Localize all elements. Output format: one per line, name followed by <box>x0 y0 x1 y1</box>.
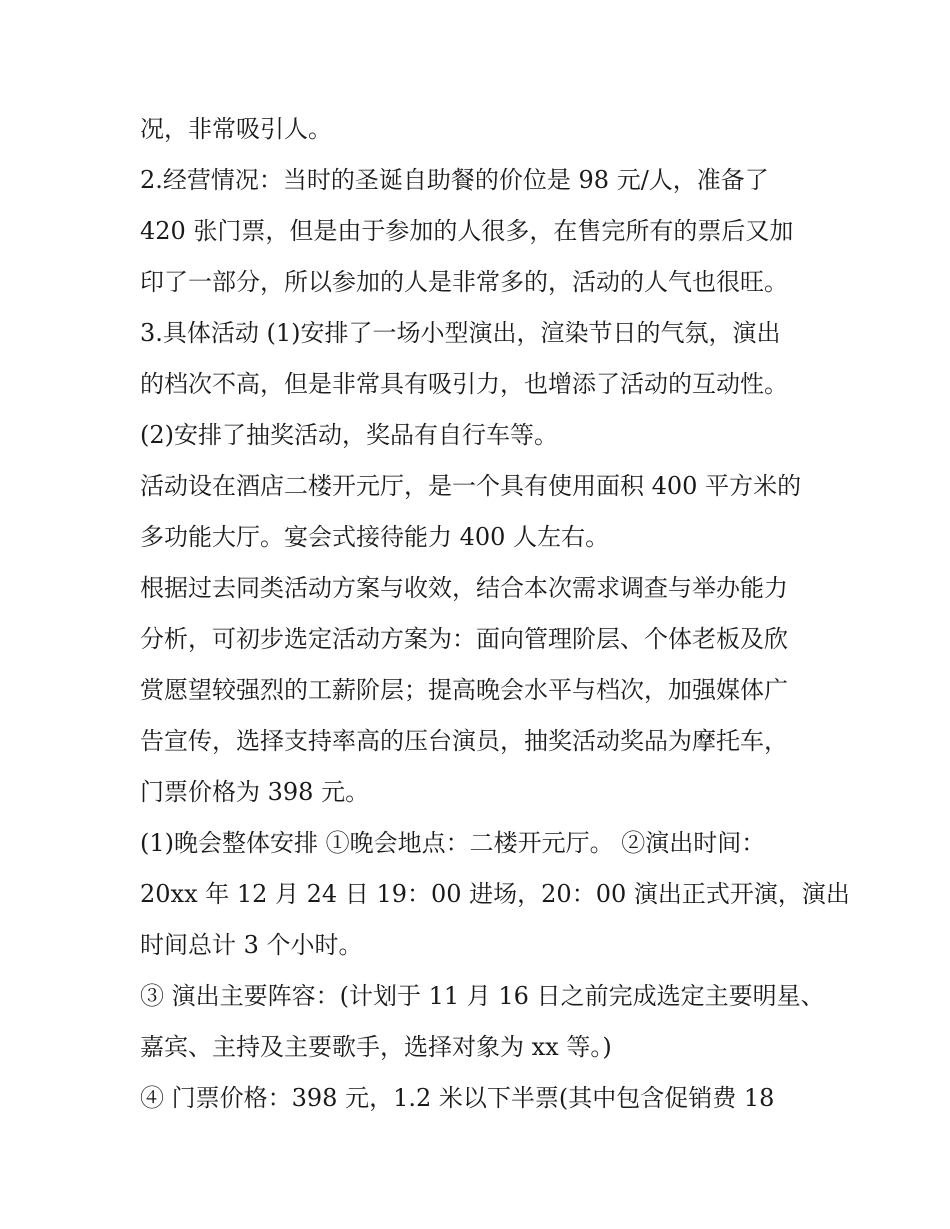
text-line: 的档次不高，但是非常具有吸引力，也增添了活动的互动性。 <box>140 370 788 398</box>
text-line: 2.经营情况：当时的圣诞自助餐的价位是 98 元/人，准备了 <box>140 166 769 194</box>
text-line: ④ 门票价格：398 元，1.2 米以下半票(其中包含促销费 18 <box>140 1084 775 1112</box>
text-line: ③ 演出主要阵容：(计划于 11 月 16 日之前完成选定主要明星、 <box>140 982 825 1010</box>
text-line: 根据过去同类活动方案与收效，结合本次需求调查与举办能力 <box>140 574 788 602</box>
text-line: 嘉宾、主持及主要歌手，选择对象为 xx 等。) <box>140 1033 612 1061</box>
text-line: (2)安排了抽奖活动，奖品有自行车等。 <box>140 421 558 449</box>
text-line: 赏愿望较强烈的工薪阶层；提高晚会水平与档次，加强媒体广 <box>140 676 788 704</box>
text-line: 3.具体活动 (1)安排了一场小型演出，渲染节日的气氛，演出 <box>140 319 781 347</box>
text-line: 印了一部分，所以参加的人是非常多的，活动的人气也很旺。 <box>140 268 788 296</box>
text-line: 活动设在酒店二楼开元厅，是一个具有使用面积 400 平方米的 <box>140 472 802 500</box>
text-line: (1)晚会整体安排 ①晚会地点：二楼开元厅。 ②演出时间： <box>140 829 766 857</box>
text-line: 420 张门票，但是由于参加的人很多，在售完所有的票后又加 <box>140 217 794 245</box>
text-line: 门票价格为 398 元。 <box>140 778 370 806</box>
text-line: 况，非常吸引人。 <box>140 115 332 143</box>
text-line: 告宣传，选择支持率高的压台演员，抽奖活动奖品为摩托车， <box>140 727 788 755</box>
text-line: 20xx 年 12 月 24 日 19：00 进场，20：00 演出正式开演，演出 <box>140 880 850 908</box>
document-body <box>140 104 850 1124</box>
text-line: 多功能大厅。宴会式接待能力 400 人左右。 <box>140 523 610 551</box>
text-line: 分析，可初步选定活动方案为：面向管理阶层、个体老板及欣 <box>140 625 788 653</box>
text-line: 时间总计 3 个小时。 <box>140 931 363 959</box>
